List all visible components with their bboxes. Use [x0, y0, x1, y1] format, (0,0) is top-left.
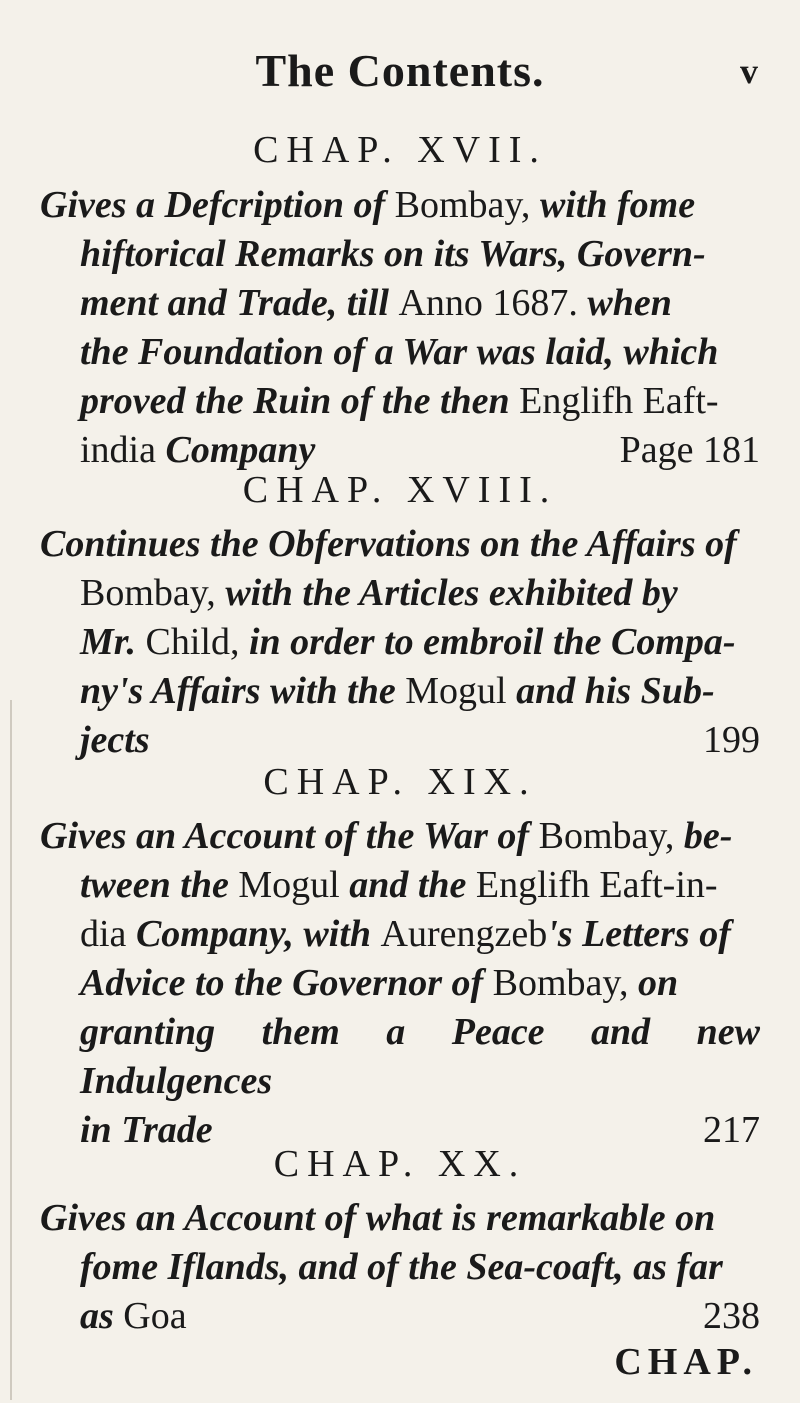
page-reference: 217	[703, 1109, 760, 1151]
entry-line	[40, 716, 760, 765]
entry-text: and the	[349, 864, 476, 906]
entry-text: Bombay,	[394, 184, 540, 226]
entry-text: of	[343, 184, 395, 226]
entry-text: india	[80, 429, 166, 471]
entry-text: granting them a Peace and new Indulgences	[80, 1011, 760, 1102]
entry-line	[40, 181, 760, 230]
entry-text: Anno 1687.	[398, 282, 588, 324]
catchword: CHAP.	[614, 1341, 758, 1383]
entry-text: Advice to the Governor of	[80, 962, 493, 1004]
chapter-entry-xvii	[40, 181, 760, 475]
entry-line	[40, 377, 760, 426]
entry-line	[40, 1194, 760, 1243]
entry-text: on	[637, 962, 679, 1004]
page-reference: Page 181	[619, 429, 760, 471]
entry-text: proved the Ruin of the then	[80, 380, 520, 422]
entry-text: when	[587, 282, 672, 324]
header-page-number: v	[740, 51, 758, 91]
entry-text: fome Iflands, and of the Sea-coaft, as far	[80, 1246, 723, 1288]
entry-text: Defcription	[164, 184, 344, 226]
entry-text: with fome	[539, 184, 696, 226]
entry-text: Mogul	[238, 864, 350, 906]
page-edge-shadow	[10, 700, 12, 1400]
entry-text: Gives an Account of what is remarkable on	[40, 1197, 716, 1239]
entry-line	[40, 1243, 760, 1292]
chapter-heading-xviii: CHAP. XVIII.	[242, 469, 558, 511]
entry-line	[40, 959, 760, 1008]
entry-line	[40, 569, 760, 618]
entry-text: dia	[80, 913, 136, 955]
entry-line	[40, 230, 760, 279]
entry-line	[40, 618, 760, 667]
header-title: The Contents.	[255, 45, 545, 96]
entry-text: Gives an Account of the War of	[40, 815, 539, 857]
entry-line	[40, 667, 760, 716]
chapter-entry-xix	[40, 812, 760, 1155]
chapter-entry-xx	[40, 1194, 760, 1341]
entry-text: Company	[165, 429, 316, 471]
chapter-entry-xviii	[40, 520, 760, 765]
entry-text: Bombay,	[492, 962, 638, 1004]
entry-text: ment and Trade, till	[80, 282, 399, 324]
entry-text: Englifh Eaft-	[519, 380, 719, 422]
entry-text: tween the	[80, 864, 239, 906]
page-reference: 238	[703, 1295, 760, 1337]
entry-text: Goa	[123, 1295, 187, 1337]
entry-text: hiftorical Remarks on its Wars, Govern-	[80, 233, 706, 275]
entry-text: Child,	[145, 621, 249, 663]
entry-text: Englifh Eaft-in-	[475, 864, 718, 906]
entry-line	[40, 279, 760, 328]
page-reference: 199	[703, 719, 760, 761]
entry-text: be-	[683, 815, 733, 857]
chapter-heading-xvii: CHAP. XVII.	[253, 129, 547, 171]
entry-line	[40, 1008, 760, 1106]
entry-text: Mr.	[80, 621, 146, 663]
entry-text: jects	[80, 719, 150, 761]
chapter-heading-xx: CHAP. XX.	[273, 1143, 527, 1185]
entry-text: and his Sub-	[516, 670, 715, 712]
chapter-heading-xix: CHAP. XIX.	[263, 761, 537, 803]
entry-text: Gives a	[40, 184, 165, 226]
entry-line	[40, 1292, 760, 1341]
entry-text: Mogul	[405, 670, 517, 712]
entry-text: Bombay,	[538, 815, 684, 857]
entry-text: Bombay,	[80, 572, 226, 614]
entry-text: in order to embroil the Compa-	[248, 621, 736, 663]
running-header	[0, 44, 800, 104]
entry-text: in Trade	[80, 1109, 213, 1151]
entry-text: with the Articles exhibited by	[225, 572, 678, 614]
entry-text: the Foundation of a War was laid, which	[80, 331, 719, 373]
entry-line	[40, 520, 760, 569]
entry-text: Company, with	[135, 913, 381, 955]
entry-line	[40, 910, 760, 959]
entry-text: Aurengzeb	[380, 913, 548, 955]
entry-text: Continues the Obfervations on the Affairs of	[40, 523, 737, 565]
entry-line	[40, 812, 760, 861]
entry-line	[40, 861, 760, 910]
entry-text: 's Letters of	[547, 913, 731, 955]
entry-line	[40, 328, 760, 377]
entry-text: as	[80, 1295, 124, 1337]
entry-text: ny's Affairs with the	[80, 670, 406, 712]
